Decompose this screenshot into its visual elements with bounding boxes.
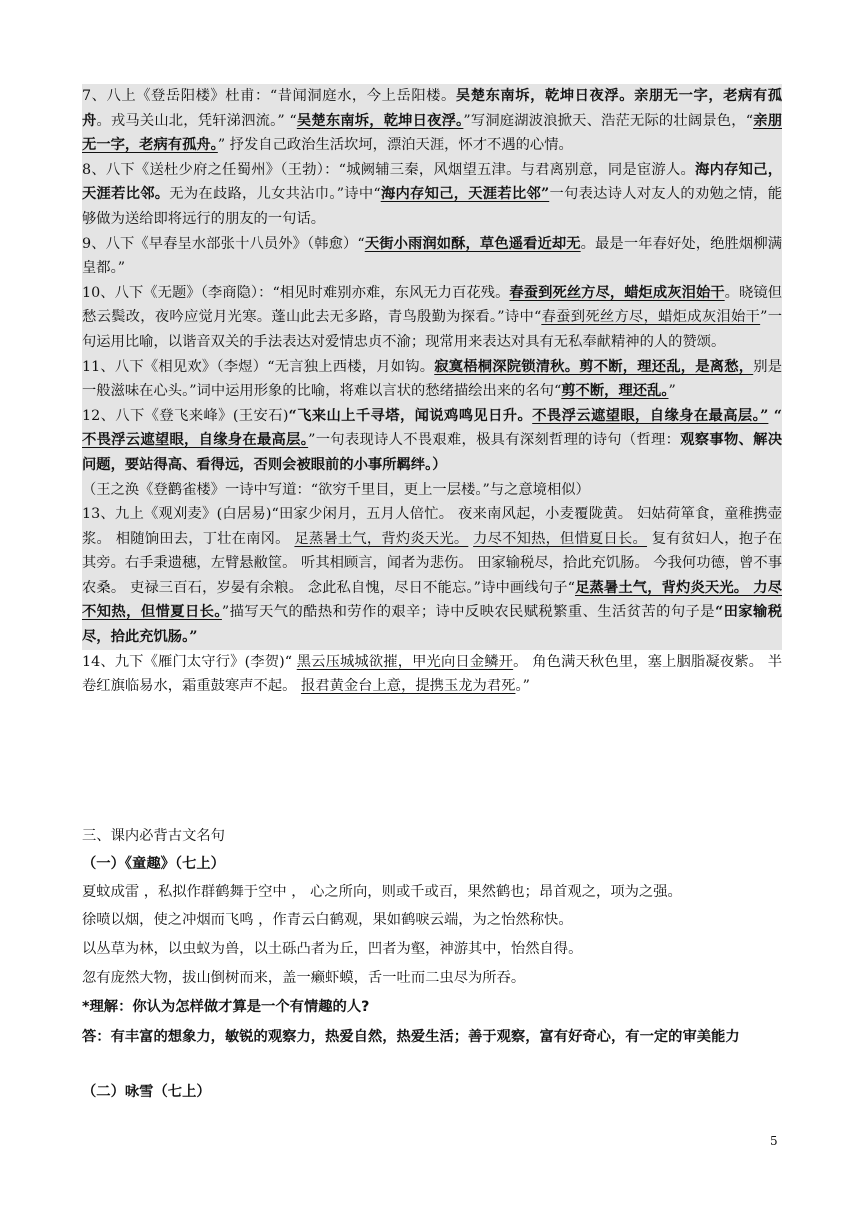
text-run: 10、八下《无题》（李商隐）：“相见时难别亦难，东风无力百花残。 — [82, 284, 510, 301]
text-run: 12、八下《登飞来峰》(王安石) — [82, 407, 289, 424]
emphasized-text: 海内存知己，天涯若比邻。 — [82, 161, 783, 203]
emphasized-text: “田家输税尽，拾此充饥肠。” — [82, 604, 782, 646]
text-run: （王之涣《登鹳雀楼》一诗中写道：“欲穷千里目，更上一层楼。”与之意境相似） — [82, 481, 590, 498]
poem-item-14 — [82, 650, 782, 699]
poem-item-9 — [82, 232, 782, 281]
poem-item-12 — [82, 404, 782, 478]
poem-item-8 — [82, 158, 782, 232]
text-run: 。” — [515, 678, 530, 695]
poem-item-11 — [82, 355, 782, 404]
answer-line: 答：有丰富的想象力，敏锐的观察力，热爱自然，热爱生活；善于观察，富有好奇心，有一定的审美能力 — [82, 1029, 740, 1045]
question-line: *理解：你认为怎样做才算是一个有情趣的人? — [82, 999, 370, 1015]
text-run: ” — [668, 383, 676, 400]
text-line: 徐喷以烟，使之冲烟而飞鸣 ，作青云白鹤观，果如鹤唳云端，为之怡然称快。 — [82, 912, 573, 928]
text-run: 。 角色满天秋色里，塞上胭脂凝夜紫。 半卷红旗临易水，霜重鼓寒声不起。 — [82, 653, 783, 695]
emphasized-text: 足蒸暑土气，背灼炎天光。 力尽不知热，但惜夏日长。 — [82, 579, 782, 621]
poem-item-7 — [82, 84, 782, 158]
poem-list — [82, 84, 782, 699]
section-heading: 三、课内必背古文名句 — [82, 828, 225, 844]
text-run: ”写洞庭湖波浪掀天、浩茫无际的壮阔景色，“ — [463, 112, 754, 129]
emphasized-text: 春蚕到死丝方尽，蜡炬成灰泪始干 — [509, 284, 725, 301]
emphasized-text: 吴楚东南坼，乾坤日夜浮。 — [296, 112, 464, 129]
emphasized-text: 不畏浮云遮望眼，自缘身在最高层。 — [82, 432, 309, 449]
emphasized-text: 观察事物、解决问题，要站得高、看得远，否则会被眼前的小事所羁绊。） — [82, 432, 782, 473]
text-run: ” 抒发自己政治生活坎坷，漂泊天涯，怀才不遇的心情。 — [217, 137, 573, 154]
text-run: 13、九上《观刈麦》(白居易)“田家少闲月，五月人倍忙。 夜来南风起，小麦覆陇黄。 妇姑荷箪食，童稚携壶浆。 相随饷田去，丁壮在南冈。 — [82, 506, 782, 547]
poem-item-10 — [82, 281, 782, 355]
text-run: 复有贫妇人，抱子在其旁。右手秉遗穗，左臂悬敝筐。 听其相顾言，闻者为悲伤。 田家输税尽，拾此充饥肠。 今我何功德，曾不事农桑。 吏禄三百石，岁晏有余粮。 念此私自愧，尽日不能忘。”诗中画线句子“ — [82, 530, 783, 596]
emphasized-text: 足蒸暑土气，背灼炎天光。 — [294, 530, 469, 547]
text-run: ”一句表现诗人不畏艰难，极具有深刻哲理的诗句（哲理： — [308, 432, 681, 449]
text-run: 一句表达诗人对友人的劝勉之情，能够做为送给即将远行的朋友的一句话。 — [82, 186, 782, 227]
text-run: 别是一般滋味在心头。”词中运用形象的比喻，将难以言状的愁绪描绘出来的名句“ — [82, 358, 783, 400]
emphasized-text: 报君黄金台上意，提携玉龙为君死 — [301, 678, 516, 695]
poem-note-12 — [82, 478, 782, 503]
text-run: 8、八下《送杜少府之任蜀州》（王勃）：“城阙辅三秦，风烟望五津。与君离别意，同是宦游人。 — [82, 161, 696, 178]
emphasized-text: “ — [768, 407, 782, 424]
emphasized-text: 黑云压城城欲摧，甲光向日金鳞开 — [296, 653, 514, 670]
text-run: ”描写天气的酷热和劳作的艰辛；诗中反映农民赋税繁重、生活贫苦的句子是 — [221, 604, 715, 621]
emphasized-text: 春蚕到死丝方尽，蜡炬成灰泪始干 — [541, 309, 761, 326]
emphasized-text: 亲朋无一字，老病有孤舟。 — [82, 112, 782, 154]
emphasized-text: 天街小雨润如酥，草色遥看近却无 — [364, 235, 581, 252]
emphasized-text: “飞来山上千寻塔，闻说鸡鸣见日升。 — [288, 407, 533, 424]
text-run: 。戎马关山北，凭轩涕泗流。” “ — [96, 112, 297, 129]
page-number: 5 — [770, 1134, 778, 1148]
subsection-title-tongqu: （一）《童趣》（七上） — [82, 856, 225, 872]
text-line: 以丛草为林，以虫蚁为兽，以土砾凸者为丘，凹者为壑，神游其中，怡然自得。 — [82, 941, 583, 957]
emphasized-text: 吴楚东南坼，乾坤日夜浮。亲朋无一字，老病有孤舟 — [82, 88, 783, 129]
text-run: 9、八下《早春呈水部张十八员外》（韩愈）“ — [82, 235, 365, 252]
text-line: 忽有庞然大物，拔山倒树而来，盖一癞虾蟆，舌一吐而二虫尽为所吞。 — [82, 970, 526, 986]
text-run: 7、八上《登岳阳楼》杜甫：“昔闻洞庭水，今上岳阳楼。 — [82, 88, 456, 104]
text-run: 。最是一年春好处，绝胜烟柳满皇都。” — [82, 235, 783, 277]
poem-item-13 — [82, 502, 782, 650]
subsection-title-yongxue: （二）咏雪（七上） — [82, 1084, 211, 1100]
text-run: 无为在歧路，儿女共沾巾。”诗中“ — [169, 186, 381, 203]
emphasized-text: 剪不断，理还乱。 — [561, 383, 669, 400]
emphasized-text: 力尽不知热，但惜夏日长。 — [473, 530, 648, 547]
text-run: 14、九下《雁门太守行》(李贺)“ — [82, 653, 297, 670]
text-run: 11、八下《相见欢》（李煜）“无言独上西楼，月如钩。 — [82, 358, 435, 375]
text-line: 夏蚊成雷 ，私拟作群鹤舞于空中 ， 心之所向，则或千或百，果然鹤也；昂首观之，项为之强。 — [82, 884, 682, 900]
text-run: ”一句运用比喻，以谐音双关的手法表达对爱情忠贞不渝；现常用来表达对具有无私奉献精神的人的赞颂。 — [82, 309, 783, 350]
emphasized-text: 寂寞梧桐深院锁清秋。剪不断，理还乱，是离愁， — [434, 358, 754, 375]
emphasized-text: 海内存知己，天涯若比邻” — [380, 186, 550, 203]
text-run: 。晓镜但愁云鬓改，夜吟应觉月光寒。蓬山此去无多路，青鸟殷勤为探看。”诗中“ — [82, 284, 782, 326]
emphasized-text: 不畏浮云遮望眼，自缘身在最高层。” — [532, 407, 769, 424]
